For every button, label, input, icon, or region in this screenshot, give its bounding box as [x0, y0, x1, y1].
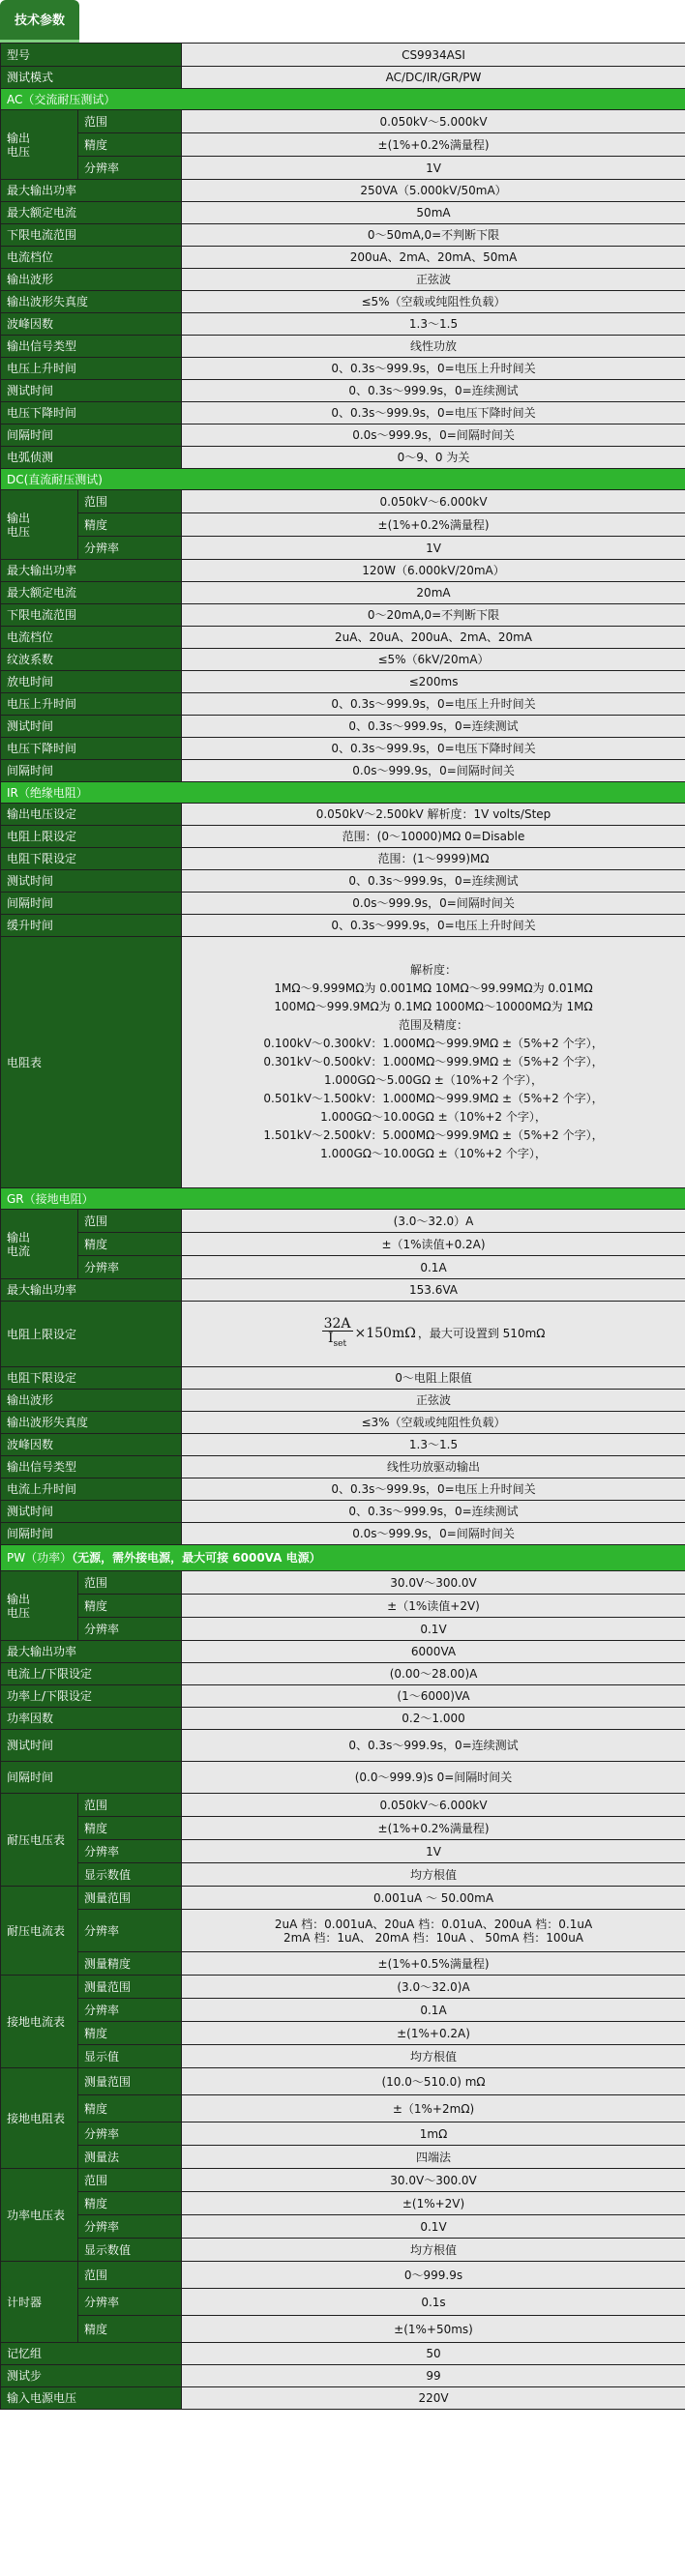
param-value: 1V [182, 537, 685, 560]
spec-row [1, 44, 685, 67]
param-name: 下限电流范围 [1, 224, 182, 247]
param-name: 输出电压设定 [1, 804, 182, 826]
param-name: 电流档位 [1, 247, 182, 269]
spec-row [1, 1641, 685, 1663]
param-name: 测试时间 [1, 380, 182, 402]
spec-row [1, 1233, 685, 1256]
spec-row [1, 1478, 685, 1501]
sub-param-name: 范围 [78, 2169, 182, 2192]
param-name: 电阻下限设定 [1, 848, 182, 870]
param-value: CS9934ASI [182, 44, 685, 67]
spec-row [1, 1434, 685, 1456]
param-name: 测试时间 [1, 1730, 182, 1762]
param-value: 0、0.3s～999.9s，0=连续测试 [182, 1730, 685, 1762]
formula-denominator [326, 1332, 348, 1351]
param-group: 输出 电压 [1, 490, 78, 560]
param-value: ±(1%+0.2%满量程) [182, 513, 685, 537]
spec-row [1, 2316, 685, 2343]
spec-row [1, 1523, 685, 1545]
spec-row [1, 716, 685, 738]
param-value: 范围：(1～9999)MΩ [182, 848, 685, 870]
sub-param-name: 测量范围 [78, 1887, 182, 1910]
sub-param-name: 分辨率 [78, 1256, 182, 1279]
spec-row [1, 1708, 685, 1730]
param-value: ±(1%+0.5%满量程) [182, 1952, 685, 1976]
param-value: ≤5%（空载或纯阻性负载） [182, 291, 685, 313]
spec-row [1, 693, 685, 716]
spec-row [1, 2239, 685, 2262]
param-name: 电弧侦测 [1, 447, 182, 469]
spec-row [1, 604, 685, 627]
param-value: 0.050kV～5.000kV [182, 110, 685, 133]
param-name: 测试时间 [1, 716, 182, 738]
formula-fraction [322, 1317, 353, 1351]
param-value: (0.00～28.00)A [182, 1663, 685, 1685]
spec-row [1, 2045, 685, 2068]
param-value: 0.1V [182, 1618, 685, 1641]
sub-param-name: 范围 [78, 1210, 182, 1233]
param-value: 0.0s～999.9s，0=间隔时间关 [182, 1523, 685, 1545]
sub-param-name: 范围 [78, 490, 182, 513]
param-name: 输入电源电压 [1, 2387, 182, 2410]
spec-row [1, 671, 685, 693]
spec-row [1, 1663, 685, 1685]
spec-row [1, 582, 685, 604]
param-value: 0、0.3s～999.9s，0=连续测试 [182, 1501, 685, 1523]
param-value: (0.0～999.9)s 0=间隔时间关 [182, 1762, 685, 1794]
param-name: 功率因数 [1, 1708, 182, 1730]
param-name: 电压上升时间 [1, 358, 182, 380]
param-name: 输出波形失真度 [1, 1412, 182, 1434]
sub-param-name: 分辨率 [78, 1910, 182, 1952]
param-value: 0.050kV～6.000kV [182, 490, 685, 513]
param-name: 输出信号类型 [1, 336, 182, 358]
spec-row [1, 1571, 685, 1595]
spec-row [1, 1863, 685, 1887]
param-value: 0.050kV～2.500kV 解析度：1V volts/Step [182, 804, 685, 826]
spec-row [1, 649, 685, 671]
param-name: 测试模式 [1, 67, 182, 89]
param-name: 波峰因数 [1, 313, 182, 336]
param-value: 220V [182, 2387, 685, 2410]
param-name: 电流上/下限设定 [1, 1663, 182, 1685]
param-value: 153.6VA [182, 1279, 685, 1302]
section-header [1, 469, 685, 490]
spec-row [1, 2122, 685, 2146]
spec-row [1, 380, 685, 402]
spec-row [1, 2095, 685, 2122]
spec-row [1, 67, 685, 89]
param-name: 型号 [1, 44, 182, 67]
resistance-spec-text: 解析度： 1MΩ～9.999MΩ为 0.001MΩ 10MΩ～99.99MΩ为 0.01MΩ 100MΩ～999.9MΩ为 0.1MΩ 1000MΩ～10000MΩ为 1MΩ 范围及精度： 0.100kV～0.300kV：1.000MΩ～999.9MΩ ±（5%+2 个字）， 0.301kV～0.500kV：1.000MΩ～999.9MΩ ±（5%+2 个字）， 1.000GΩ～5.00GΩ ±（10%+2 个字）， 0.501kV～1.500kV：1.000MΩ～999.9MΩ ±（5%+2 个字）， 1.000GΩ～10.00GΩ ±（10%+2 个字）， 1.501kV～2.500kV：5.000MΩ～999.9MΩ ±（5%+2 个字）， 1.000GΩ～10.00GΩ ±（10%+2 个字）， [263, 963, 604, 1160]
spec-row [1, 1545, 685, 1571]
spec-row [1, 358, 685, 380]
spec-row [1, 1256, 685, 1279]
param-value: 50mA [182, 202, 685, 224]
param-value: 0.001uA ～ 50.00mA [182, 1887, 685, 1910]
param-value: ≤200ms [182, 671, 685, 693]
spec-row [1, 1188, 685, 1210]
sub-param-name: 分辨率 [78, 2122, 182, 2146]
sub-param-name: 分辨率 [78, 537, 182, 560]
spec-row [1, 2365, 685, 2387]
param-name: 最大输出功率 [1, 180, 182, 202]
sub-param-name: 精度 [78, 2192, 182, 2215]
param-group: 接地电流表 [1, 1976, 78, 2068]
param-value: (3.0～32.0）A [182, 1210, 685, 1233]
param-group: 耐压电流表 [1, 1887, 78, 1976]
spec-row [1, 915, 685, 937]
param-group: 输出 电流 [1, 1210, 78, 1279]
spec-row [1, 424, 685, 447]
param-value: 0～50mA,0=不判断下限 [182, 224, 685, 247]
param-value: 均方根值 [182, 1863, 685, 1887]
sub-param-name: 精度 [78, 1595, 182, 1618]
param-value: 2uA、20uA、200uA、2mA、20mA [182, 627, 685, 649]
sub-param-name: 精度 [78, 1233, 182, 1256]
param-value: 50 [182, 2343, 685, 2365]
param-value: 30.0V～300.0V [182, 1571, 685, 1595]
spec-row [1, 782, 685, 804]
param-name: 电阻表 [1, 937, 182, 1188]
formula-denominator-symbol: I [328, 1331, 334, 1347]
param-value: ±(1%+0.2%满量程) [182, 1817, 685, 1840]
sub-param-name: 显示数值 [78, 1863, 182, 1887]
spec-row [1, 1210, 685, 1233]
param-name: 电压下降时间 [1, 402, 182, 424]
param-value: (3.0～32.0)A [182, 1976, 685, 1999]
param-name: 输出波形 [1, 269, 182, 291]
spec-row [1, 1910, 685, 1952]
spec-row [1, 1730, 685, 1762]
param-name: 输出信号类型 [1, 1456, 182, 1478]
spec-row [1, 2262, 685, 2289]
spec-row [1, 224, 685, 247]
param-group: 功率电压表 [1, 2169, 78, 2262]
sub-param-name: 精度 [78, 1817, 182, 1840]
spec-row [1, 89, 685, 110]
param-value: 1V [182, 157, 685, 180]
spec-row [1, 848, 685, 870]
param-name: 间隔时间 [1, 893, 182, 915]
param-value: ≤3%（空载或纯阻性负载） [182, 1412, 685, 1434]
param-name: 最大输出功率 [1, 1641, 182, 1663]
spec-row [1, 2022, 685, 2045]
sub-param-name: 测量范围 [78, 1976, 182, 1999]
param-value: 0.1A [182, 1256, 685, 1279]
spec-row [1, 2343, 685, 2365]
param-name: 测试时间 [1, 1501, 182, 1523]
spec-row [1, 1367, 685, 1390]
spec-row [1, 893, 685, 915]
param-value: 0、0.3s～999.9s，0=电压上升时间关 [182, 693, 685, 716]
spec-row [1, 1618, 685, 1641]
spec-row [1, 2387, 685, 2410]
spec-row [1, 560, 685, 582]
param-value: 范围：(0～10000)MΩ 0=Disable [182, 826, 685, 848]
spec-row [1, 157, 685, 180]
param-value: 0、0.3s～999.9s，0=电压下降时间关 [182, 402, 685, 424]
sub-param-name: 显示值 [78, 2045, 182, 2068]
param-value: 0.2～1.000 [182, 1708, 685, 1730]
param-name: 测试时间 [1, 870, 182, 893]
formula-multiplier: ×150mΩ [354, 1326, 416, 1342]
param-value: 120W（6.000kV/20mA） [182, 560, 685, 582]
sub-param-name: 范围 [78, 1571, 182, 1595]
param-value: ±（1%+2mΩ) [182, 2095, 685, 2122]
spec-row [1, 2215, 685, 2239]
param-group: 接地电阻表 [1, 2068, 78, 2169]
param-name: 放电时间 [1, 671, 182, 693]
spec-row [1, 1762, 685, 1794]
spec-row [1, 1840, 685, 1863]
spec-tab-label: 技术参数 [14, 14, 65, 28]
param-group: 输出 电压 [1, 1571, 78, 1641]
param-value: 99 [182, 2365, 685, 2387]
param-value: 0～电阻上限值 [182, 1367, 685, 1390]
param-name: 功率上/下限设定 [1, 1685, 182, 1708]
param-value: 30.0V～300.0V [182, 2169, 685, 2192]
spec-row [1, 804, 685, 826]
sub-param-name: 分辨率 [78, 1618, 182, 1641]
spec-tab[interactable] [0, 0, 79, 43]
param-name: 间隔时间 [1, 1762, 182, 1794]
sub-param-name: 分辨率 [78, 157, 182, 180]
param-name: 最大额定电流 [1, 202, 182, 224]
param-value: (1～6000)VA [182, 1685, 685, 1708]
spec-row [1, 202, 685, 224]
section-header [1, 1188, 685, 1210]
param-value: 四端法 [182, 2146, 685, 2169]
param-value: ±(1%+0.2%满量程) [182, 133, 685, 157]
param-name: 电阻上限设定 [1, 1302, 182, 1367]
param-name: 电阻上限设定 [1, 826, 182, 848]
param-name: 波峰因数 [1, 1434, 182, 1456]
param-name: 最大额定电流 [1, 582, 182, 604]
param-value: 1V [182, 1840, 685, 1863]
param-value: ±(1%+50ms) [182, 2316, 685, 2343]
sub-param-name: 测量精度 [78, 1952, 182, 1976]
spec-row [1, 1595, 685, 1618]
sub-param-name: 分辨率 [78, 2289, 182, 2316]
param-value: 0、0.3s～999.9s，0=电压上升时间关 [182, 915, 685, 937]
param-value: 1.3～1.5 [182, 313, 685, 336]
param-value: ±(1%+0.2A) [182, 2022, 685, 2045]
param-name: 输出波形 [1, 1390, 182, 1412]
spec-row [1, 269, 685, 291]
sub-param-name: 范围 [78, 1794, 182, 1817]
sub-param-name: 范围 [78, 110, 182, 133]
param-value: 0、0.3s～999.9s，0=连续测试 [182, 716, 685, 738]
param-name: 记忆组 [1, 2343, 182, 2365]
param-value: AC/DC/IR/GR/PW [182, 67, 685, 89]
param-value [182, 1302, 685, 1367]
param-value: 0、0.3s～999.9s，0=电压上升时间关 [182, 1478, 685, 1501]
sub-param-name: 分辨率 [78, 2215, 182, 2239]
param-name: 纹波系数 [1, 649, 182, 671]
spec-row [1, 513, 685, 537]
spec-row [1, 2192, 685, 2215]
param-name: 间隔时间 [1, 424, 182, 447]
param-group: 耐压电压表 [1, 1794, 78, 1887]
param-name: 间隔时间 [1, 1523, 182, 1545]
param-name: 电流上升时间 [1, 1478, 182, 1501]
sub-param-name: 精度 [78, 2316, 182, 2343]
param-value: 0.1s [182, 2289, 685, 2316]
spec-table [0, 43, 685, 2410]
section-title: AC（交流耐压测试） [7, 92, 116, 106]
sub-param-name: 显示数值 [78, 2239, 182, 2262]
sub-param-name: 精度 [78, 513, 182, 537]
param-name: 输出波形失真度 [1, 291, 182, 313]
spec-row [1, 110, 685, 133]
param-value: 0～9、0 为关 [182, 447, 685, 469]
spec-row [1, 627, 685, 649]
spec-row [1, 1412, 685, 1434]
param-value: 200uA、2mA、20mA、50mA [182, 247, 685, 269]
param-value: ±（1%读值+0.2A) [182, 1233, 685, 1256]
param-name: 下限电流范围 [1, 604, 182, 627]
param-value: 0～999.9s [182, 2262, 685, 2289]
param-value: 0、0.3s～999.9s，0=电压上升时间关 [182, 358, 685, 380]
param-name: 测试步 [1, 2365, 182, 2387]
param-value: ≤5%（6kV/20mA） [182, 649, 685, 671]
param-group: 计时器 [1, 2262, 78, 2343]
spec-row [1, 1685, 685, 1708]
formula-numerator: 32A [323, 1316, 351, 1332]
spec-row [1, 2068, 685, 2095]
section-note: （无源，需外接电源，最大可接 6000VA 电源） [72, 1551, 321, 1565]
sub-param-name: 测量法 [78, 2146, 182, 2169]
param-name: 电压上升时间 [1, 693, 182, 716]
spec-row [1, 537, 685, 560]
spec-row [1, 291, 685, 313]
sub-param-name: 精度 [78, 2095, 182, 2122]
spec-row [1, 469, 685, 490]
section-title: PW（功率） [7, 1551, 73, 1565]
param-value: 均方根值 [182, 2045, 685, 2068]
spec-row [1, 937, 685, 1188]
spec-row [1, 870, 685, 893]
spec-row [1, 1302, 685, 1367]
spec-row [1, 490, 685, 513]
spec-row [1, 1999, 685, 2022]
param-value: 2uA 档：0.001uA、20uA 档：0.01uA、200uA 档：0.1uA 2mA 档：1uA、 20mA 档：10uA 、 50mA 档：100uA [182, 1910, 685, 1952]
param-value: (10.0～510.0) mΩ [182, 2068, 685, 2095]
param-value: ±(1%+2V) [182, 2192, 685, 2215]
spec-row [1, 180, 685, 202]
spec-row [1, 1794, 685, 1817]
spec-row [1, 1817, 685, 1840]
spec-row [1, 2169, 685, 2192]
sub-param-name: 分辨率 [78, 1840, 182, 1863]
section-title: GR（接地电阻） [7, 1191, 94, 1206]
resistance-formula [322, 1317, 546, 1351]
section-header [1, 1545, 685, 1571]
spec-row [1, 826, 685, 848]
sub-param-name: 分辨率 [78, 1999, 182, 2022]
spec-row [1, 2289, 685, 2316]
param-value: 20mA [182, 582, 685, 604]
spec-row [1, 1501, 685, 1523]
spec-row [1, 133, 685, 157]
param-value: 0～20mA,0=不判断下限 [182, 604, 685, 627]
spec-row [1, 313, 685, 336]
spec-row [1, 1887, 685, 1910]
spec-row [1, 336, 685, 358]
spec-row [1, 447, 685, 469]
section-title: DC(直流耐压测试) [7, 472, 103, 486]
param-name: 电流档位 [1, 627, 182, 649]
param-value: 0、0.3s～999.9s，0=电压下降时间关 [182, 738, 685, 760]
sub-param-name: 测量范围 [78, 2068, 182, 2095]
param-value: 均方根值 [182, 2239, 685, 2262]
param-value: 正弦波 [182, 1390, 685, 1412]
param-name: 间隔时间 [1, 760, 182, 782]
spec-row [1, 1456, 685, 1478]
spec-row [1, 1390, 685, 1412]
param-value: 线性功放驱动输出 [182, 1456, 685, 1478]
param-name: 电阻下限设定 [1, 1367, 182, 1390]
sub-param-name: 精度 [78, 2022, 182, 2045]
param-value: ±（1%读值+2V) [182, 1595, 685, 1618]
spec-row [1, 738, 685, 760]
spec-row [1, 760, 685, 782]
param-value: 1.3～1.5 [182, 1434, 685, 1456]
param-name: 最大输出功率 [1, 560, 182, 582]
spec-row [1, 2146, 685, 2169]
param-value: 1mΩ [182, 2122, 685, 2146]
sub-param-name: 范围 [78, 2262, 182, 2289]
section-header [1, 89, 685, 110]
param-value: 0.0s～999.9s，0=间隔时间关 [182, 893, 685, 915]
param-name: 最大输出功率 [1, 1279, 182, 1302]
param-value: 0.0s～999.9s，0=间隔时间关 [182, 424, 685, 447]
param-value: 6000VA [182, 1641, 685, 1663]
param-value: 0.1A [182, 1999, 685, 2022]
formula-suffix: ，最大可设置到 510mΩ [417, 1327, 546, 1341]
param-value: 250VA（5.000kV/50mA） [182, 180, 685, 202]
param-value: 0.050kV～6.000kV [182, 1794, 685, 1817]
spec-row [1, 1976, 685, 1999]
sub-param-name: 精度 [78, 133, 182, 157]
param-group: 输出 电压 [1, 110, 78, 180]
param-name: 电压下降时间 [1, 738, 182, 760]
spec-row [1, 402, 685, 424]
param-value: 0.1V [182, 2215, 685, 2239]
param-value: 0.0s～999.9s，0=间隔时间关 [182, 760, 685, 782]
param-value: 正弦波 [182, 269, 685, 291]
spec-row [1, 1279, 685, 1302]
param-value: 0、0.3s～999.9s，0=连续测试 [182, 870, 685, 893]
formula-denominator-sub: set [333, 1338, 347, 1349]
section-title: IR（绝缘电阻） [7, 785, 88, 800]
param-value [182, 937, 685, 1188]
param-value: 0、0.3s～999.9s，0=连续测试 [182, 380, 685, 402]
spec-row [1, 247, 685, 269]
param-name: 缓升时间 [1, 915, 182, 937]
section-header [1, 782, 685, 804]
spec-row [1, 1952, 685, 1976]
param-value: 线性功放 [182, 336, 685, 358]
